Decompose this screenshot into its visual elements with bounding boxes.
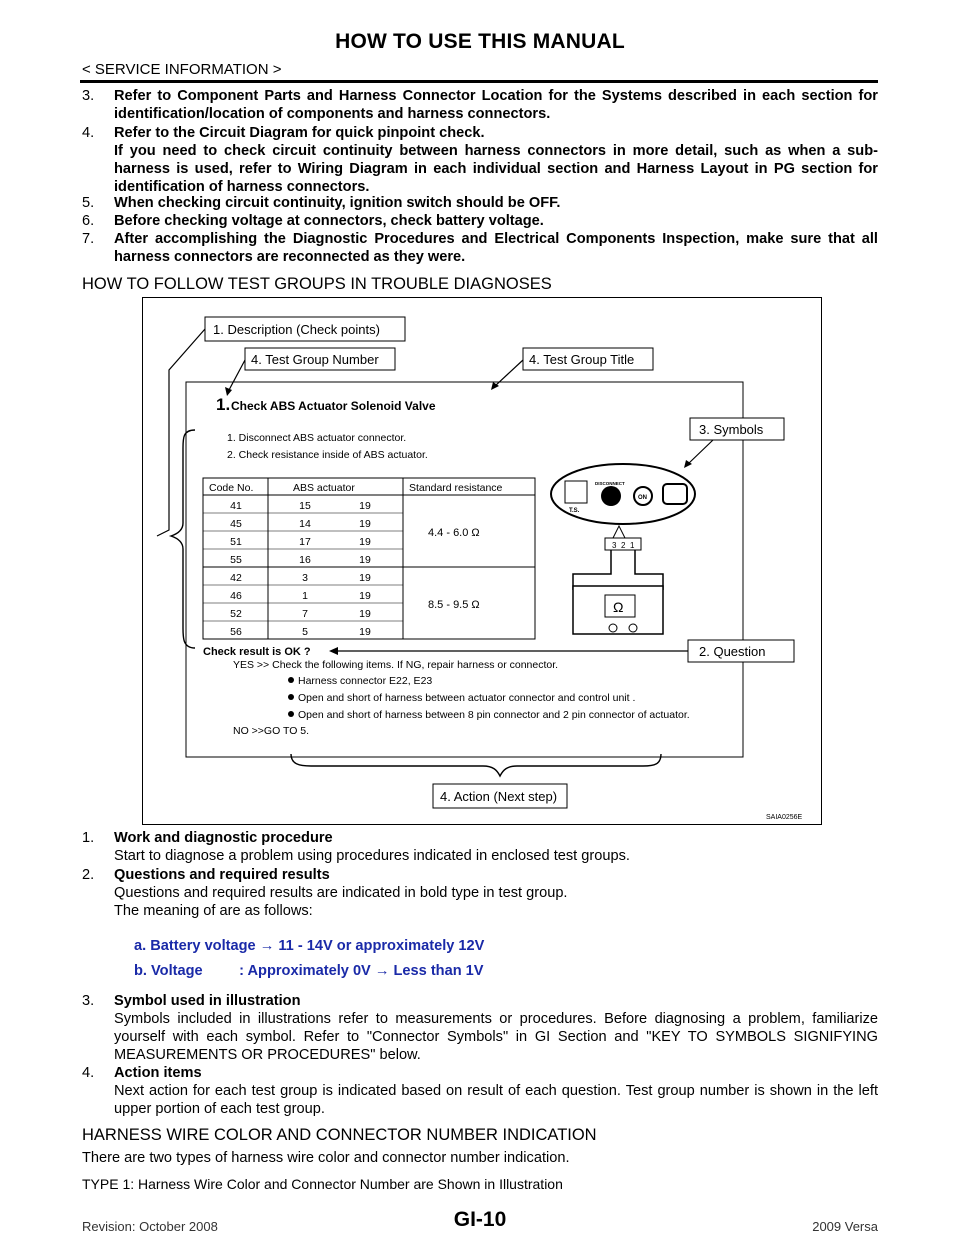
table-cell: 55 — [230, 554, 242, 566]
section-heading-test-groups: HOW TO FOLLOW TEST GROUPS IN TROUBLE DIAGNOSES — [82, 275, 552, 293]
instruction-line-1: 1. Disconnect ABS actuator connector. — [227, 432, 407, 444]
table-header-resistance: Standard resistance — [409, 482, 503, 494]
step-number: 5. — [82, 195, 95, 211]
step-text: After accomplishing the Diagnostic Procedures and Electrical Components Inspection, make sure that all harness connectors are reconnected as they were. — [114, 231, 878, 265]
definition-battery-voltage: a. Battery voltage → 11 - 14V or approximately 12V — [134, 938, 485, 954]
ignition-on-label: ON — [638, 495, 647, 501]
step-body: Symbols included in illustrations refer to measurements or procedures. Before diagnosing a problem, familiarize yourself with each symbol. Refer to "Connector Symbols" in GI Section and "KEY TO SYMBOLS SIGNIFYING MEASUREMENTS OR PROCEDURES" below. — [114, 1011, 878, 1063]
step-5 — [82, 194, 878, 212]
step-number: 3. — [82, 88, 95, 104]
step-work-procedure — [82, 829, 878, 865]
callout-action: 4. Action (Next step) — [440, 789, 558, 804]
resistance-range-2: 8.5 - 9.5 Ω — [428, 599, 480, 611]
section-breadcrumb: < SERVICE INFORMATION > — [82, 61, 282, 78]
step-number: 4. — [82, 1065, 95, 1081]
step-text: When checking circuit continuity, ignition switch should be OFF. — [114, 195, 561, 211]
figure-svg — [143, 298, 823, 826]
step-title: Work and diagnostic procedure — [114, 830, 333, 846]
table-cell: 14 — [299, 518, 311, 530]
harness-intro: There are two types of harness wire color and connector number indication. — [82, 1150, 570, 1166]
connector-icon — [663, 484, 687, 504]
bullet-item: Open and short of harness between 8 pin connector and 2 pin connector of actuator. — [298, 709, 690, 721]
section-heading-harness: HARNESS WIRE COLOR AND CONNECTOR NUMBER INDICATION — [82, 1126, 597, 1144]
step-number: 1. — [82, 830, 95, 846]
table-cell: 5 — [302, 626, 308, 638]
ts-icon — [565, 481, 587, 503]
type-1-heading: TYPE 1: Harness Wire Color and Connector Number are Shown in Illustration — [82, 1176, 563, 1192]
bullet-item: Harness connector E22, E23 — [298, 675, 433, 687]
footer-page-number: GI-10 — [453, 1208, 507, 1231]
table-cell: 19 — [359, 626, 371, 638]
header-rule — [80, 80, 878, 83]
table-cell: 1 — [302, 590, 308, 602]
callout-group-number: 4. Test Group Number — [251, 352, 379, 367]
step-number: 6. — [82, 213, 95, 229]
step-number: 2. — [82, 867, 95, 883]
table-cell: 52 — [230, 608, 242, 620]
instruction-line-2: 2. Check resistance inside of ABS actuator. — [227, 449, 428, 461]
footer-revision: Revision: October 2008 — [82, 1219, 218, 1234]
callout-question: 2. Question — [699, 644, 766, 659]
step-text: If you need to check circuit continuity between harness connectors in more detail, such as when a sub-harness is used, refer to Wiring Diagram in each individual section and Harness Layout in PG section for identification of harness connectors. — [114, 143, 878, 195]
step-number: 3. — [82, 993, 95, 1009]
disconnect-icon — [601, 486, 621, 506]
table-cell: 19 — [359, 536, 371, 548]
table-cell: 7 — [302, 608, 308, 620]
check-result-question: Check result is OK ? — [203, 646, 311, 658]
table-cell: 19 — [359, 608, 371, 620]
table-header-actuator: ABS actuator — [293, 482, 355, 494]
bullet-icon — [288, 694, 294, 700]
footer-model: 2009 Versa — [812, 1219, 878, 1234]
table-cell: 45 — [230, 518, 242, 530]
callout-symbols: 3. Symbols — [699, 422, 764, 437]
leader-group-number — [229, 360, 245, 390]
step-body: Next action for each test group is indicated based on result of each question. Test group number is shown in the left upper portion of each test group. — [114, 1083, 878, 1117]
table-cell: 19 — [359, 518, 371, 530]
bullet-icon — [288, 677, 294, 683]
no-action: NO >>GO TO 5. — [233, 725, 310, 737]
symbols-group — [551, 464, 695, 524]
table-cell: 15 — [299, 500, 311, 512]
step-3 — [82, 87, 878, 123]
step-body: Questions and required results are indicated in bold type in test group. — [114, 885, 568, 901]
ts-label: T.S. — [569, 508, 580, 514]
step-4 — [82, 124, 878, 196]
step-body: Start to diagnose a problem using procedures indicated in enclosed test groups. — [114, 848, 630, 864]
table-cell: 42 — [230, 572, 242, 584]
table-cell: 51 — [230, 536, 242, 548]
arrow-question-icon — [329, 647, 338, 655]
step-title: Questions and required results — [114, 867, 330, 883]
table-cell: 56 — [230, 626, 242, 638]
ohm-symbol: Ω — [613, 599, 624, 615]
table-cell: 17 — [299, 536, 311, 548]
connector-meter-diagram — [573, 526, 663, 634]
definition-voltage: b. Voltage : Approximately 0V → Less than 1V — [134, 963, 484, 979]
table-header-code: Code No. — [209, 482, 254, 494]
step-body: The meaning of are as follows: — [114, 903, 313, 919]
table-cell: 41 — [230, 500, 242, 512]
step-title: Action items — [114, 1065, 202, 1081]
table-cell: 3 — [302, 572, 308, 584]
callout-description: 1. Description (Check points) — [213, 322, 380, 337]
step-action-items — [82, 1064, 878, 1118]
callout-group-title: 4. Test Group Title — [529, 352, 635, 367]
resistance-range-1: 4.4 - 6.0 Ω — [428, 527, 480, 539]
test-group-figure — [142, 297, 822, 825]
disconnect-label: DISCONNECT — [595, 481, 625, 486]
bullet-icon — [288, 711, 294, 717]
leader-description — [157, 329, 205, 536]
pin-label: 1 — [630, 541, 635, 550]
table-cell: 19 — [359, 572, 371, 584]
step-symbol-used — [82, 992, 878, 1064]
yes-action: YES >> Check the following items. If NG, repair harness or connector. — [233, 659, 559, 671]
step-6 — [82, 212, 878, 230]
step-text: Refer to Component Parts and Harness Connector Location for the Systems described in each section for identification/location of components and harness connectors. — [114, 88, 878, 122]
pin-label: 3 — [612, 541, 617, 550]
table-cell: 19 — [359, 554, 371, 566]
pin-label: 2 — [621, 541, 626, 550]
step-number: 7. — [82, 231, 95, 247]
leader-symbols — [688, 440, 713, 464]
page-title: HOW TO USE THIS MANUAL — [335, 30, 625, 53]
step-title: Symbol used in illustration — [114, 993, 301, 1009]
test-group-title: Check ABS Actuator Solenoid Valve — [231, 399, 436, 413]
test-group-number: 1. — [216, 395, 231, 414]
table-cell: 19 — [359, 500, 371, 512]
description-brace — [171, 430, 195, 648]
step-text: Refer to the Circuit Diagram for quick pinpoint check. — [114, 125, 485, 141]
table-cell: 46 — [230, 590, 242, 602]
step-questions-results — [82, 866, 878, 920]
table-cell: 19 — [359, 590, 371, 602]
step-number: 4. — [82, 125, 95, 141]
resistance-table — [203, 478, 535, 639]
step-7 — [82, 230, 878, 266]
figure-code: SAIA0256E — [766, 814, 803, 821]
step-text: Before checking voltage at connectors, check battery voltage. — [114, 213, 544, 229]
bullet-item: Open and short of harness between actuator connector and control unit . — [298, 692, 636, 704]
table-cell: 16 — [299, 554, 311, 566]
